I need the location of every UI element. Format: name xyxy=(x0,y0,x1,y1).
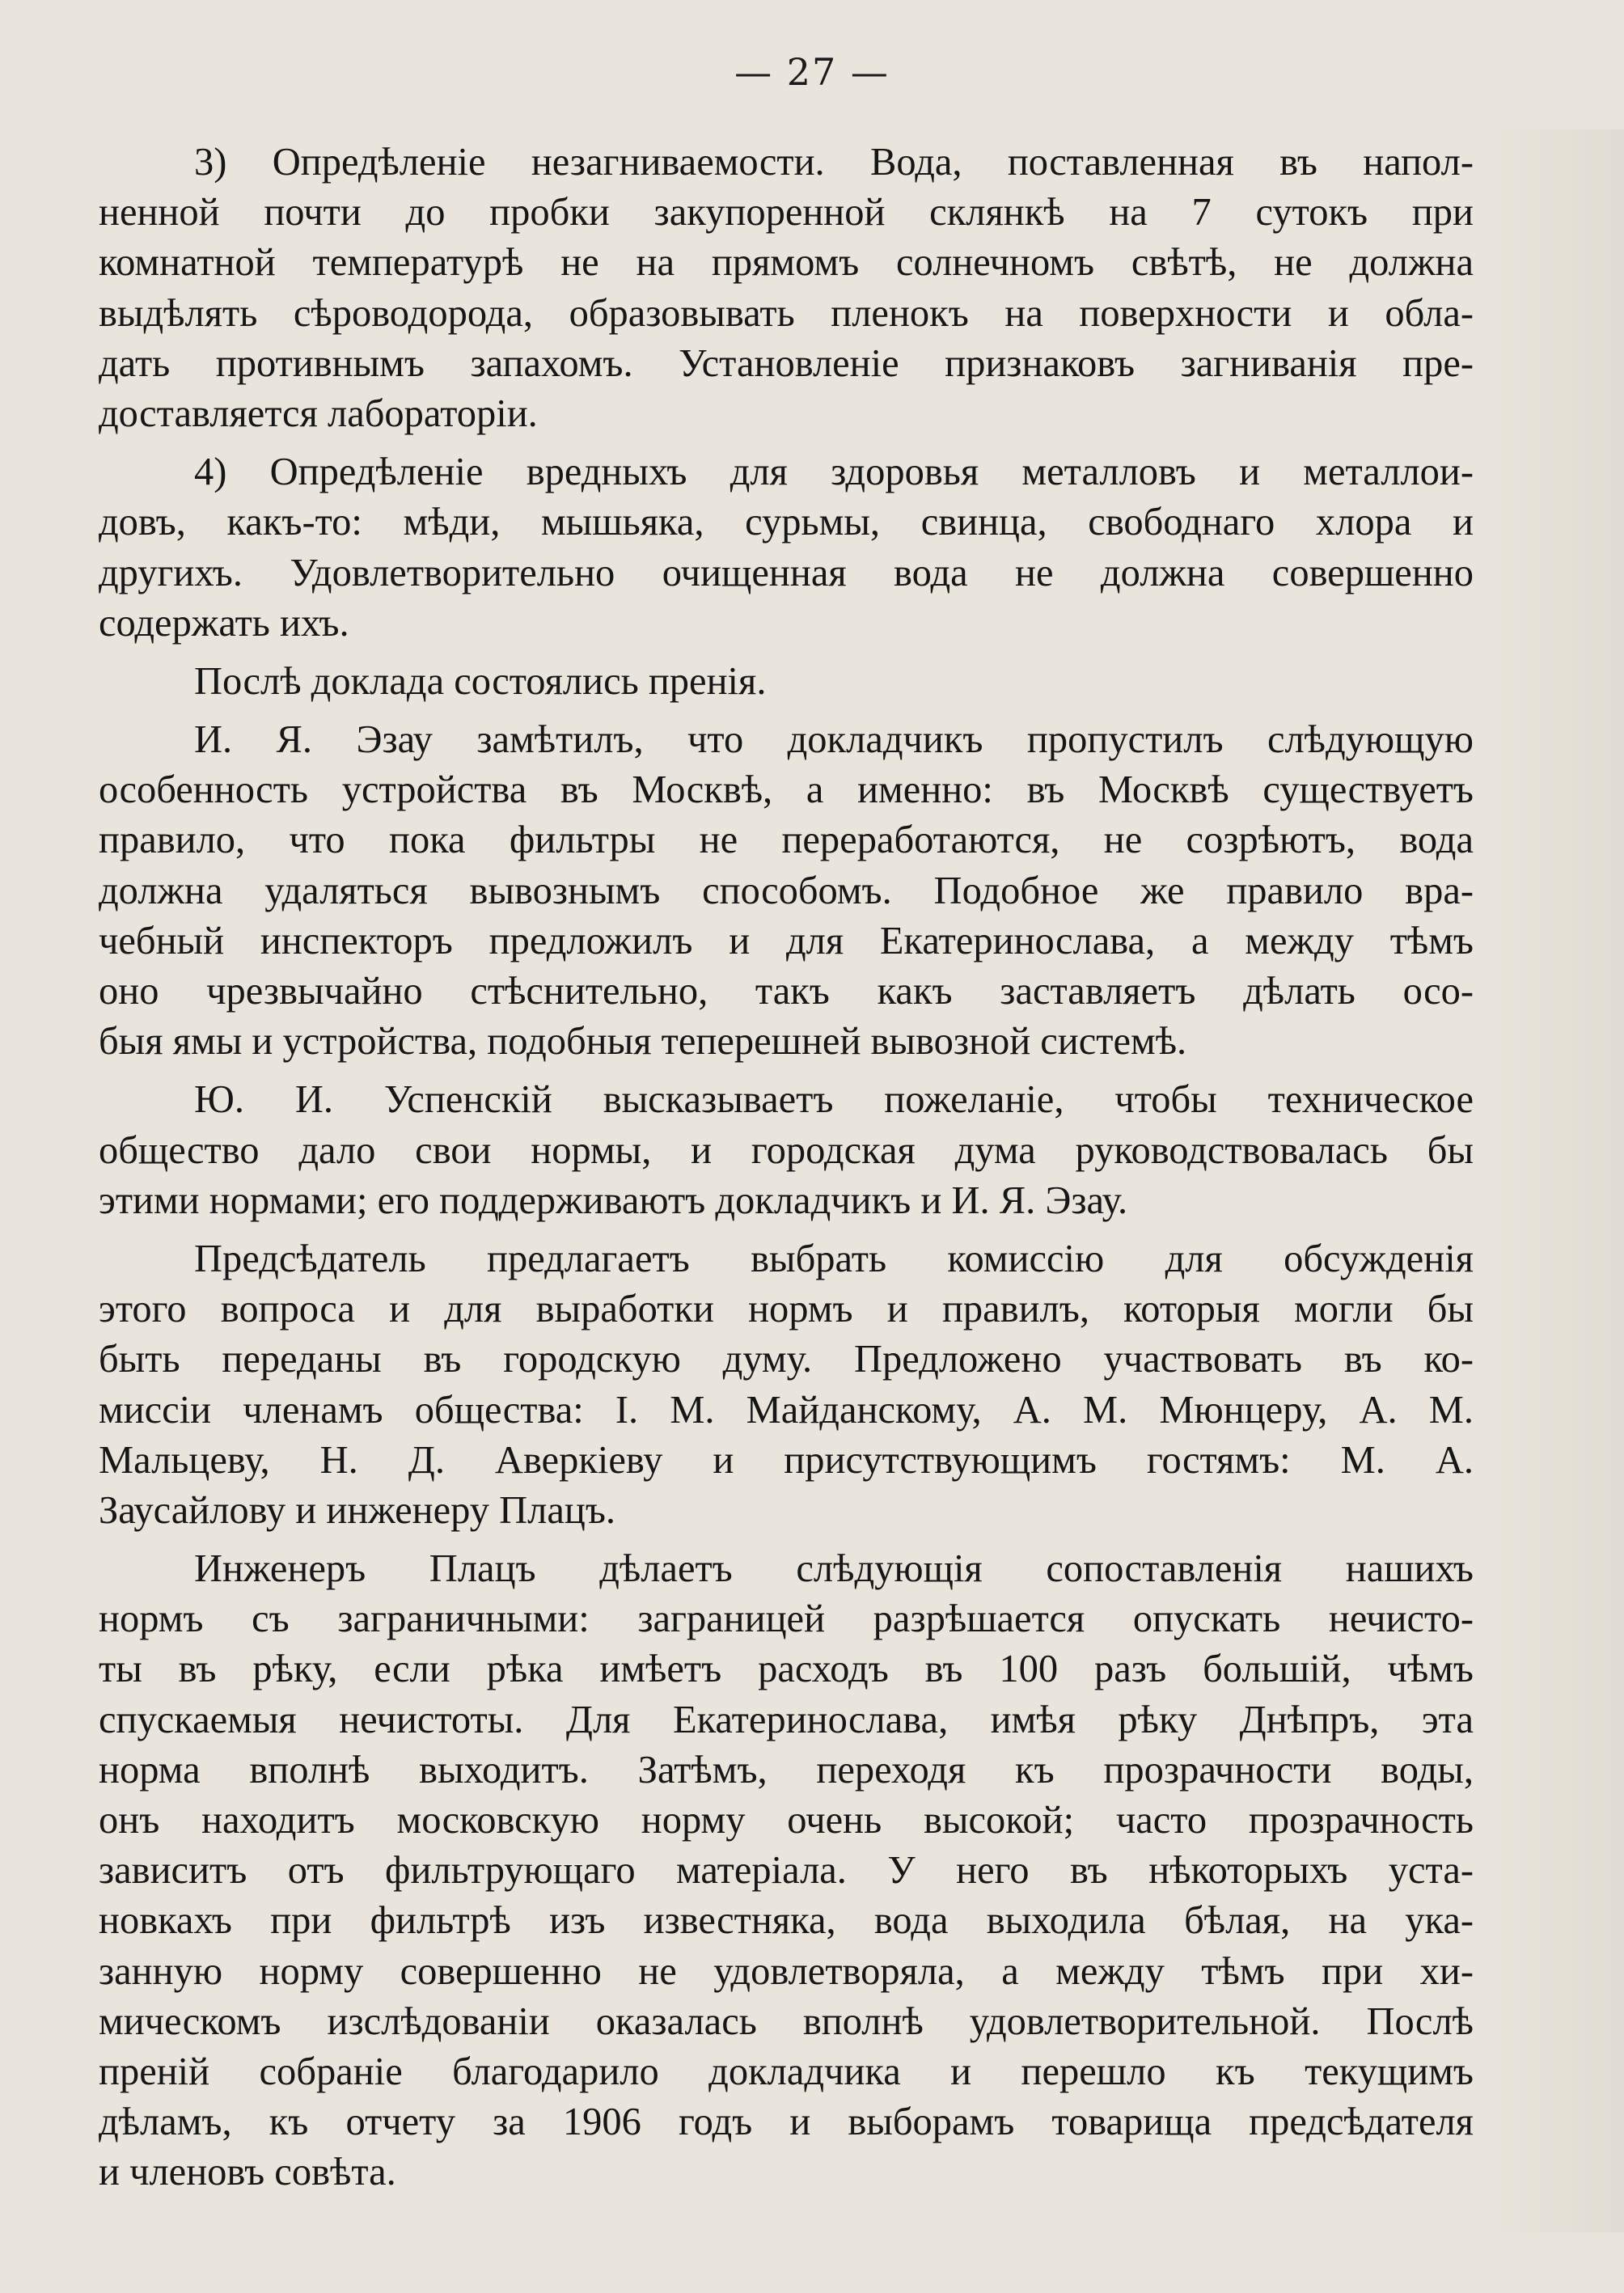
text-line: должна удаляться вывознымъ способомъ. Подобное же правило вра- xyxy=(99,869,1474,912)
text-line: другихъ. Удовлетворительно очищенная вода не должна совершенно xyxy=(99,551,1474,594)
text-line: оно чрезвычайно стѣснительно, такъ какъ заставляетъ дѣлать осо- xyxy=(99,970,1474,1013)
text-line: 4) Опредѣленіе вредныхъ для здоровья металловъ и металлои- xyxy=(194,451,1474,494)
text-line: новкахъ при фильтрѣ изъ известняка, вода выходила бѣлая, на ука- xyxy=(99,1899,1474,1943)
page-edge-shading xyxy=(1478,129,1624,2232)
paragraph xyxy=(99,657,1474,707)
text-line: чебный инспекторъ предложилъ и для Екатеринослава, а между тѣмъ xyxy=(99,919,1474,962)
text-line: И. Я. Эзау замѣтилъ, что докладчикъ пропустилъ слѣдующую xyxy=(194,718,1474,762)
text-line: быть переданы въ городскую думу. Предложено участвовать въ ко- xyxy=(99,1338,1474,1381)
paragraph xyxy=(99,1234,1474,1536)
text-line: и членовъ совѣта. xyxy=(99,2151,396,2194)
text-line: Заусайлову и инженеру Плацъ. xyxy=(99,1488,616,1532)
text-line: правило, что пока фильтры не переработаются, не созрѣютъ, вода xyxy=(99,819,1474,862)
text-line: ты въ рѣку, если рѣка имѣетъ расходъ въ 100 разъ большій, чѣмъ xyxy=(99,1648,1474,1691)
text-line: спускаемыя нечистоты. Для Екатеринослава, имѣя рѣку Днѣпръ, эта xyxy=(99,1698,1474,1741)
text-line: дѣламъ, къ отчету за 1906 годъ и выборамъ товарища предсѣдателя xyxy=(99,2101,1474,2144)
text-line: Ю. И. Успенскій высказываетъ пожеланіе, чтобы техническое xyxy=(194,1078,1474,1122)
text-line: Предсѣдатель предлагаетъ выбрать комиссію для обсужденія xyxy=(194,1237,1474,1280)
text-line: доставляется лабораторіи. xyxy=(99,391,538,435)
text-line: преній собраніе благодарило докладчика и перешло къ текущимъ xyxy=(99,2050,1474,2093)
page-number: — 27 — xyxy=(734,50,890,94)
text-line: Инженеръ Плацъ дѣлаетъ слѣдующія сопоставленія нашихъ xyxy=(194,1547,1474,1591)
text-line: общество дало свои нормы, и городская дума руководствовалась бы xyxy=(99,1128,1474,1172)
text-line: нормъ съ заграничными: заграницей разрѣшается опускать нечисто- xyxy=(99,1597,1474,1641)
text-line: онъ находитъ московскую норму очень высокой; часто прозрачность xyxy=(99,1799,1474,1842)
text-line: Послѣ доклада состоялись пренія. xyxy=(194,659,767,703)
text-line: ненной почти до пробки закупоренной склянкѣ на 7 сутокъ при xyxy=(99,191,1474,235)
text-line: этого вопроса и для выработки нормъ и правилъ, которыя могли бы xyxy=(99,1288,1474,1331)
text-line: этими нормами; его поддерживаютъ докладчикъ и И. Я. Эзау. xyxy=(99,1178,1128,1222)
paragraph xyxy=(99,715,1474,1067)
paragraph xyxy=(99,137,1474,439)
text-line: зависитъ отъ фильтрующаго матеріала. У него въ нѣкоторыхъ уста- xyxy=(99,1849,1474,1893)
text-line: норма вполнѣ выходитъ. Затѣмъ, переходя къ прозрачности воды, xyxy=(99,1748,1474,1792)
paragraph xyxy=(99,447,1474,649)
body-text xyxy=(99,137,1474,2206)
text-line: быя ямы и устройства, подобныя теперешней вывозной системѣ. xyxy=(99,1020,1187,1064)
text-line: миссіи членамъ общества: І. М. Майданскому, А. М. Мюнцеру, А. М. xyxy=(99,1388,1474,1432)
text-line: довъ, какъ-то: мѣди, мышьяка, сурьмы, свинца, свободнаго хлора и xyxy=(99,501,1474,544)
text-line: особенность устройства въ Москвѣ, а именно: въ Москвѣ существуетъ xyxy=(99,768,1474,812)
text-line: занную норму совершенно не удовлетворяла, а между тѣмъ при хи- xyxy=(99,1949,1474,1993)
text-line: дать противнымъ запахомъ. Установленіе признаковъ загниванія пре- xyxy=(99,341,1474,385)
paragraph xyxy=(99,1544,1474,2198)
text-line: Мальцеву, Н. Д. Аверкіеву и присутствующимъ гостямъ: М. А. xyxy=(99,1438,1474,1482)
text-line: содержать ихъ. xyxy=(99,601,349,645)
text-line: выдѣлять сѣроводорода, образовывать пленокъ на поверхности и обла- xyxy=(99,291,1474,335)
text-line: 3) Опредѣленіе незагниваемости. Вода, поставленная въ напол- xyxy=(194,141,1474,184)
paragraph xyxy=(99,1075,1474,1226)
text-line: мическомъ изслѣдованіи оказалась вполнѣ удовлетворительной. Послѣ xyxy=(99,1999,1474,2043)
text-line: комнатной температурѣ не на прямомъ солнечномъ свѣтѣ, не должна xyxy=(99,241,1474,285)
